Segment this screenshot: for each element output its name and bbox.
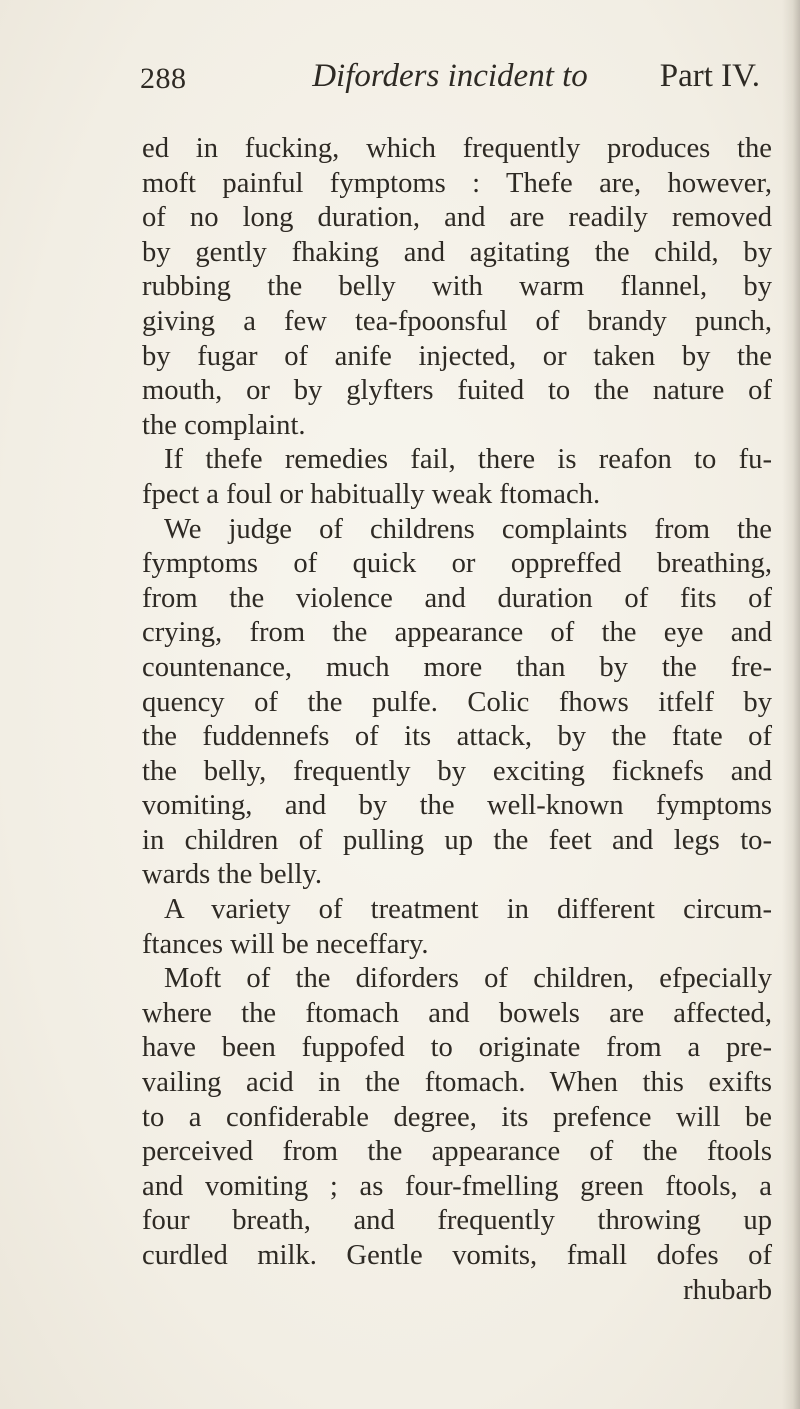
body-text — [142, 132, 772, 1308]
text-line: fpect a foul or habitually weak ftomach. — [142, 478, 601, 510]
text-line: from the violence and duration of fits of — [142, 582, 772, 614]
text-line: the fuddennefs of its attack, by the ftate of — [142, 721, 772, 753]
text-line: mouth, or by glyfters fuited to the nature of — [142, 375, 772, 407]
text-line: in children of pulling up the feet and legs to- — [142, 824, 772, 856]
text-line: ed in fucking, which frequently produces the — [142, 133, 772, 164]
text-line: where the ftomach and bowels are affected, — [142, 997, 772, 1029]
text-line: A variety of treatment in different circum- — [164, 894, 772, 926]
text-line: perceived from the appearance of the ftools — [142, 1136, 772, 1168]
page-edge-shadow — [782, 0, 800, 1409]
text-line: crying, from the appearance of the eye and — [142, 617, 772, 649]
text-line: Moft of the diforders of children, efpecially — [164, 963, 772, 995]
text-line: fymptoms of quick or oppreffed breathing, — [142, 548, 772, 580]
text-line: quency of the pulfe. Colic fhows itfelf by — [142, 686, 772, 718]
catchword: rhubarb — [683, 1274, 772, 1306]
text-line: by gently fhaking and agitating the child, by — [142, 236, 772, 268]
text-line: If thefe remedies fail, there is reafon to fu- — [164, 444, 772, 476]
text-line: to a confiderable degree, its prefence will be — [142, 1101, 772, 1133]
text-line: rubbing the belly with warm flannel, by — [142, 271, 772, 303]
page-number: 288 — [140, 62, 187, 95]
text-line: and vomiting ; as four-fmelling green ftools, a — [142, 1170, 772, 1202]
text-line: ftances will be neceffary. — [142, 928, 429, 960]
page-header — [140, 58, 760, 108]
text-line: the belly, frequently by exciting ficknefs and — [142, 755, 772, 787]
text-line: giving a few tea-fpoonsful of brandy punch, — [142, 305, 772, 337]
text-line: vailing acid in the ftomach. When this exifts — [142, 1067, 772, 1099]
text-line: We judge of childrens complaints from the — [164, 513, 772, 545]
part-label: Part IV. — [659, 58, 760, 94]
text-line: have been fuppofed to originate from a pre- — [142, 1032, 772, 1064]
text-line: vomiting, and by the well-known fymptoms — [142, 790, 772, 822]
text-line: the complaint. — [142, 409, 306, 441]
text-line: wards the belly. — [142, 859, 322, 891]
text-line: four breath, and frequently throwing up — [142, 1205, 772, 1237]
text-line: moft painful fymptoms : Thefe are, however, — [142, 167, 772, 199]
text-line: by fugar of anife injected, or taken by the — [142, 340, 772, 372]
running-title: Diforders incident to — [312, 58, 588, 94]
text-line: countenance, much more than by the fre- — [142, 651, 772, 683]
text-line: curdled milk. Gentle vomits, fmall dofes of — [142, 1240, 772, 1271]
text-line: of no long duration, and are readily removed — [142, 202, 772, 234]
